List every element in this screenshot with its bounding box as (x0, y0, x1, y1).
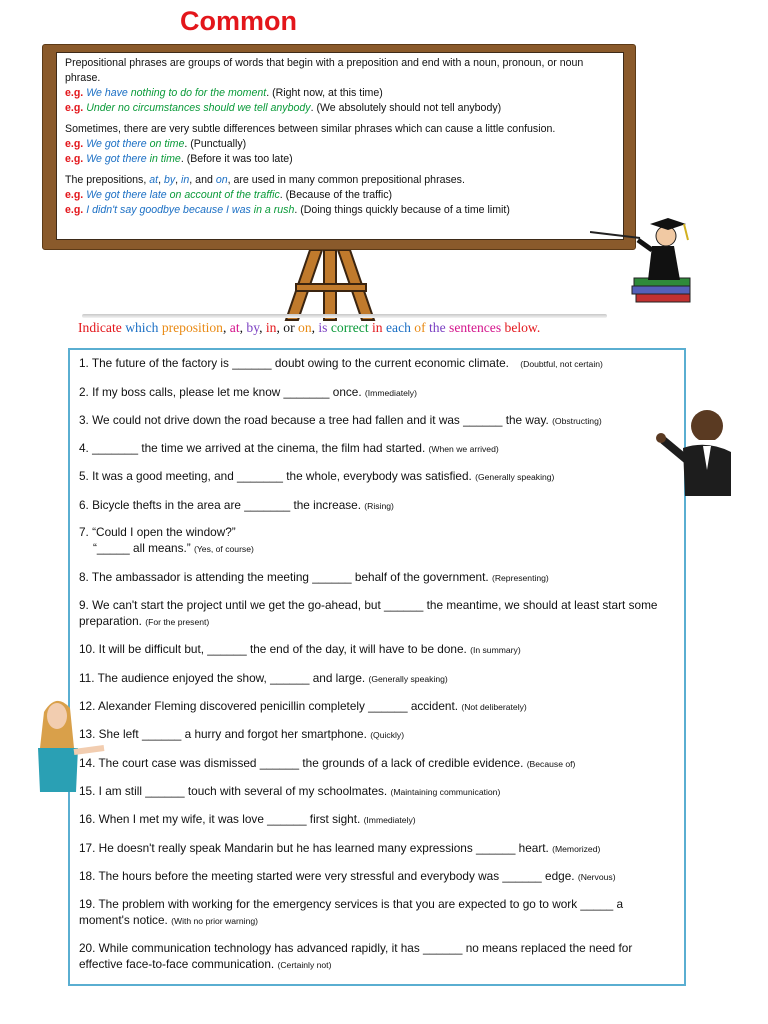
question-text: 2. If my boss calls, please let me know _______ once. (79, 385, 362, 399)
question-text: 18. The hours before the meeting started were very stressful and everybody was ______ edge. (79, 869, 575, 883)
instruction-word: preposition (161, 320, 223, 335)
instruction-word: on (298, 320, 312, 335)
question-hint: (Immediately) (363, 815, 416, 825)
question-text: 1. The future of the factory is ______ doubt owing to the current economic climate. (79, 356, 509, 370)
question-hint: (In summary) (470, 645, 521, 655)
question-hint: (Not deliberately) (461, 702, 527, 712)
prepositions-paragraph: The prepositions, at, by, in, and on, are used in many common prepositional phrases. e.g. We got there late on account of the traffic. (Because of the traffic) e.g. I didn't say goodbye because I was in a rush. (Doing things quickly because of a time limit) (65, 174, 510, 216)
instruction-word: in (265, 320, 277, 335)
question-item (79, 468, 669, 485)
question-item (79, 811, 669, 828)
instruction-word: Indicate (78, 320, 126, 335)
question-hint: (Generally speaking) (368, 674, 448, 684)
instruction-word: by (246, 320, 260, 335)
question-hint: (Maintaining communication) (390, 787, 501, 797)
question-item (79, 840, 669, 857)
question-hint: (Immediately) (364, 388, 417, 398)
question-item (79, 726, 669, 743)
question-item (79, 670, 669, 687)
instruction-word: , (239, 320, 247, 335)
question-text: 14. The court case was dismissed ______ the grounds of a lack of credible evidence. (79, 756, 524, 770)
page-title: Common (180, 6, 297, 36)
instruction-word: , (259, 320, 266, 335)
question-item (79, 597, 669, 630)
question-hint: (Quickly) (370, 730, 405, 740)
question-text: 13. She left ______ a hurry and forgot her smartphone. (79, 727, 367, 741)
question-hint: (Because of) (526, 759, 576, 769)
question-hint: (With no prior warning) (171, 916, 259, 926)
instruction-word: of (414, 320, 430, 335)
question-hint: (Obstructing) (552, 416, 602, 426)
question-hint: (Doubtful, not certain) (520, 359, 603, 369)
question-text: 16. When I met my wife, it was love ______ first sight. (79, 812, 361, 826)
board-shadow (82, 314, 607, 318)
question-item (79, 412, 669, 429)
question-hint: (Representing) (491, 573, 549, 583)
instruction-word: below. (504, 320, 541, 335)
question-item (79, 755, 669, 772)
instruction-word: at (229, 320, 240, 335)
whiteboard (56, 52, 624, 240)
instruction-word: , or (276, 320, 299, 335)
instruction-word: is (318, 320, 331, 335)
subtle-paragraph: Sometimes, there are very subtle differences between similar phrases which can cause a little confusion. e.g. We got there on time. (Punctually) e.g. We got there in time. (Before it was too late) (65, 123, 556, 165)
question-text: 11. The audience enjoyed the show, ______ and large. (79, 671, 366, 685)
question-hint: (Yes, of course) (194, 544, 254, 554)
question-item (79, 497, 669, 514)
question-hint: (Memorized) (552, 844, 601, 854)
woman-illustration (30, 692, 110, 792)
question-item (79, 698, 669, 715)
question-item (79, 641, 669, 658)
question-item (79, 783, 669, 800)
question-item (79, 868, 669, 885)
question-text: 15. I am still ______ touch with several of my schoolmates. (79, 784, 388, 798)
question-text: 3. We could not drive down the road because a tree had fallen and it was ______ the way. (79, 413, 549, 427)
question-item (79, 355, 669, 372)
question-item (79, 440, 669, 457)
instruction-word: the (429, 320, 450, 335)
instruction-line (78, 320, 540, 336)
question-text: 7. “Could I open the window?” (79, 525, 236, 539)
instruction-word: which (125, 320, 162, 335)
instruction-word: , (222, 320, 230, 335)
question-hint: (For the present) (145, 617, 210, 627)
professor-illustration (590, 210, 700, 310)
question-text: 5. It was a good meeting, and _______ the whole, everybody was satisfied. (79, 469, 472, 483)
instruction-word: , (311, 320, 319, 335)
instruction-word: sentences (449, 320, 505, 335)
question-hint: (Nervous) (577, 872, 616, 882)
question-hint: (Rising) (364, 501, 394, 511)
question-hint: (When we arrived) (428, 444, 499, 454)
question-text: 20. While communication technology has advanced rapidly, it has ______ no means replaced the need for effective face-to-face communication. (79, 941, 633, 971)
instruction-word: each (386, 320, 415, 335)
question-text: 8. The ambassador is attending the meeting ______ behalf of the government. (79, 570, 489, 584)
question-text: 19. The problem with working for the emergency services is that you are expected to go to work _____ a moment's notice. (79, 897, 624, 927)
question-text: 12. Alexander Fleming discovered penicillin completely ______ accident. (79, 699, 459, 713)
easel-legs (240, 250, 420, 322)
question-item (79, 524, 669, 557)
question-item (79, 940, 669, 973)
question-hint: (Certainly not) (277, 960, 332, 970)
question-text-line2: “_____ all means.” (93, 541, 191, 555)
instruction-word: in (372, 320, 386, 335)
question-text: 17. He doesn't really speak Mandarin but he has learned many expressions ______ heart. (79, 841, 549, 855)
question-item (79, 569, 669, 586)
question-hint: (Generally speaking) (475, 472, 555, 482)
question-text: 6. Bicycle thefts in the area are _______ the increase. (79, 498, 361, 512)
question-text: 10. It will be difficult but, ______ the end of the day, it will have to be done. (79, 642, 467, 656)
question-text: 9. We can't start the project until we get the go-ahead, but ______ the meantime, we should at least start some preparation. (79, 598, 658, 628)
businessman-illustration (655, 400, 735, 500)
question-item (79, 896, 669, 929)
instruction-word: correct (330, 320, 373, 335)
question-item (79, 384, 669, 401)
question-text: 4. _______ the time we arrived at the cinema, the film had started. (79, 441, 426, 455)
intro-paragraph: Prepositional phrases are groups of words that begin with a preposition and end with a noun, pronoun, or noun phrase. e.g. We have nothing to do for the moment. (Right now, at this time) e.g. Under no circumstances should we tell anybody. (We absolutely should not tell anybody) (65, 57, 584, 114)
